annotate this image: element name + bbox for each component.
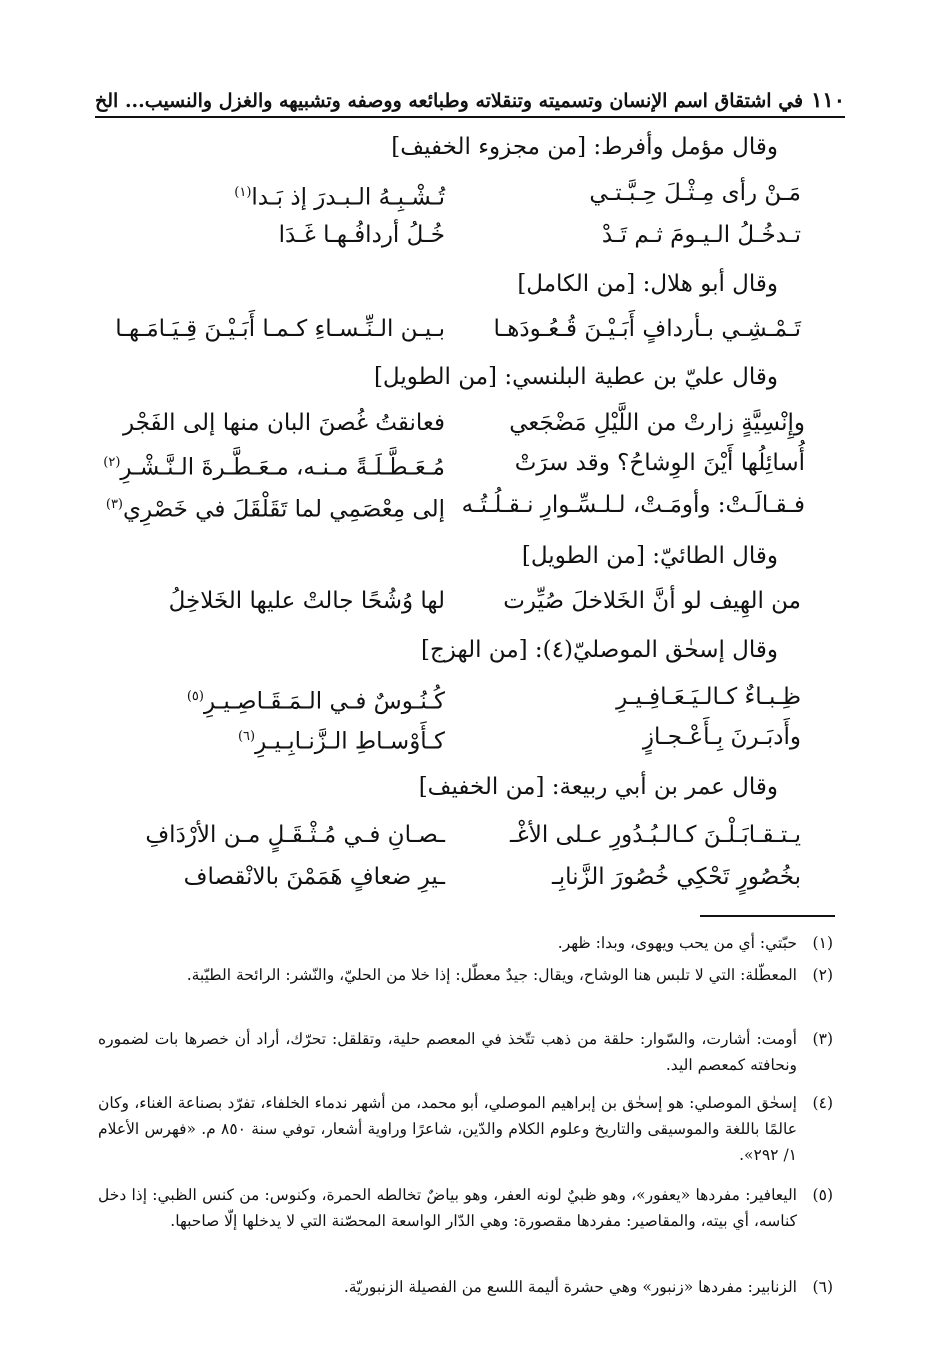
intro-line: وقال أبو هلال: [من الكامل]	[517, 271, 778, 297]
verse-hemistich-first: تَـمْـشِـي بـأردافٍ أَبَـيْـنَ قُـعُـودَهـا	[493, 316, 801, 342]
verse-hemistich-second: فعانقتُ غُصنَ البان منها إلى الفَجْر	[123, 410, 445, 436]
footnote-number: (٦)	[812, 1278, 833, 1296]
footnote-text: اليعافير: مفردها «يعفور»، وهو ظبيٌ لونه العفر، وهو بياضٌ تخالطه الحمرة، وكنوس: من كنس الظبي: إذا دخل كناسه، أي بيته، والمقاصير: مفردها مقصورة: وهي الدّار الواسعة المحصّنة التي لا يدخلها إلّا صاحبها.	[98, 1186, 797, 1230]
header-rule	[95, 116, 845, 118]
verse-hemistich-second: كـأَوْسـاطِ الـزَّنـابِـيـرِ$^{(٦)}$	[237, 728, 445, 755]
footnote-text: إسحٰق الموصلي: هو إسحٰق بن إبراهيم الموصلي، أبو محمد، من أشهر ندماء الخلفاء، تفرّد بصناعة الغناء، وكان عالمًا باللغة والموسيقى والتاريخ وعلوم الكلام والدّين، شاعرًا وراوية أشعار، توفي سنة ٨٥٠ م. «فهرس الأعلام ١/ ٢٩٢».	[98, 1094, 797, 1164]
footnote-number: (٣)	[812, 1030, 833, 1048]
footnote-ref: (٣)	[105, 497, 123, 512]
verse-hemistich-first: بخُصُورٍ تَحْكِي خُصُورَ الزَّنابِـ	[551, 864, 801, 890]
verse-hemistich-second: لها وُشُحًا جالتْ عليها الخَلاخِلُ	[168, 588, 445, 614]
footnote	[98, 1090, 833, 1168]
footnote-number: (٢)	[812, 966, 833, 984]
verse-hemistich-first: يـتـقـابَـلْـنَ كـالـبُـدُورِ عـلى الأغْـ	[509, 822, 801, 848]
footnote-ref: (٥)	[186, 689, 204, 704]
verse-hemistich-first: فـقـالَـتْ: وأومَـتْ، لـلـسِّـوارِ نـقـلُـتُـه	[461, 492, 805, 518]
footnote-number: (٥)	[812, 1186, 833, 1204]
verse-hemistich-first: أُسائِلُها أَيْنَ الوِشاحُ؟ وقد سرَتْ	[514, 450, 805, 476]
footnote-text: المعطّلة: التي لا تلبس هنا الوشاح، ويقال: جيدٌ معطّل: إذا خلا من الحليّ، والنّشر: الرائحة الطيّبة.	[186, 966, 797, 984]
verse-hemistich-second: مُـعَـطَّـلَـةً مـنـه، مـعَـطَّـرةَ الـنَّـشْـرِ$^{(٢)}$	[103, 454, 445, 481]
verse-hemistich-first: تـدخُـلُ الـيـومَ ثـم تَـدْ	[601, 222, 801, 248]
verse-hemistich-second: بـيـن الـنِّـسـاءِ كـمـا أَبَـيْـنَ قِـيَـامَـهـا	[115, 316, 445, 342]
verse-hemistich-second: كُـنُـوسٌ فـي الـمَـقَـاصِـيـرِ$^{(٥)}$	[186, 688, 445, 715]
intro-line: وقال مؤمل وأفرط: [من مجزوء الخفيف]	[391, 134, 778, 160]
verse-hemistich-first: من الهِيف لو أنَّ الخَلاخلَ صُيِّرت	[503, 588, 801, 614]
footnote-text: حبّتي: أي من يحب ويهوى، وبدا: ظهر.	[557, 934, 797, 952]
verse-hemistich-second: ـيرِ ضعافٍ هَمَمْنَ بالانْقصاف	[183, 864, 445, 890]
verse-hemistich-first: ظِـبـاءٌ كـالـيَـعَـافِـيـرِ	[616, 684, 801, 710]
footnote-ref: (٢)	[103, 455, 121, 470]
footnote-number: (١)	[812, 934, 833, 952]
footnote	[98, 1182, 833, 1234]
verse-hemistich-second: خُـلُ أردافُـهـا غَـدَا	[278, 222, 445, 248]
page-number: ١١٠	[811, 87, 845, 112]
footnote-text: الزنابير: مفردها «زنبور» وهي حشرة أليمة اللسع من الفصيلة الزنبوريّة.	[343, 1278, 797, 1296]
verse-hemistich-first: مَـنْ رأى مِـثْـلَ حِـبَّـتـي	[589, 180, 801, 206]
footnote	[98, 930, 833, 956]
intro-line: وقال إسحٰق الموصليّ(٤): [من الهزج]	[420, 637, 778, 663]
intro-line: وقال الطائيّ: [من الطويل]	[521, 543, 778, 569]
verse-hemistich-second: إلى مِعْصَمِي لما تَقَلْقَلَ في خَصْرِي$^{(٣)}$	[105, 496, 445, 523]
running-header	[95, 72, 845, 112]
footnote-text: أومت: أشارت، والسّوار: حلقة من ذهب تتّخذ في المعصم حلية، وتقلقل: تحرّك، أراد أن خصرها بات لضموره ونحافته كمعصم اليد.	[98, 1030, 797, 1074]
verse-hemistich-first: وإِنْسِيَّةٍ زارتْ من اللَّيْلِ مَضْجَعي	[509, 410, 805, 436]
footnote-number: (٤)	[812, 1094, 833, 1112]
footnote	[98, 1026, 833, 1078]
footnote-ref: (٦)	[237, 729, 256, 744]
running-title: في اشتقاق اسم الإنسان وتسميته وتنقلاته وطبائعه ووصفه وتشبيهه والغزل والنسيب... الخ	[95, 90, 804, 112]
intro-line: وقال عمر بن أبي ربيعة: [من الخفيف]	[418, 774, 778, 800]
footnote-separator	[700, 915, 835, 917]
intro-line: وقال عليّ بن عطية البلنسي: [من الطويل]	[373, 364, 778, 390]
verse-hemistich-first: وأَدبَـرنَ بِـأَعْـجـازٍ	[642, 724, 801, 750]
footnote	[98, 962, 833, 988]
verse-hemistich-second: تُـشْـبِـهُ الـبـدرَ إذ بَـدا$^{(١)}$	[234, 184, 445, 211]
verse-hemistich-second: ـصـانِ فـي مُـثْـقَـلٍ مـن الأرْدَافِ	[145, 822, 445, 848]
footnote	[98, 1274, 833, 1300]
footnote-ref: (١)	[234, 185, 252, 200]
